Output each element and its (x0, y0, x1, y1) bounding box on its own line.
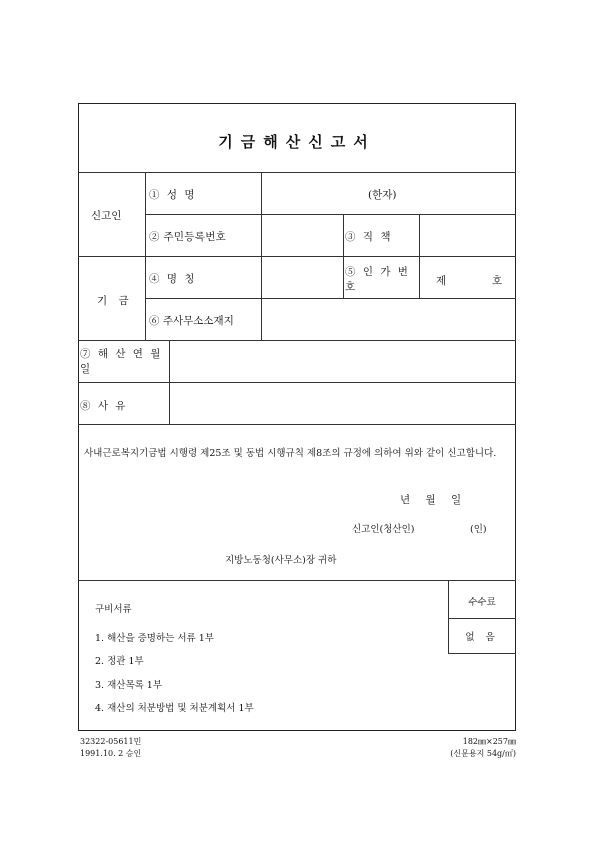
divider (448, 653, 516, 654)
divider (78, 340, 516, 341)
name-label-text: ① 성 명 (149, 189, 197, 201)
reporter-label: 신고인 (91, 210, 122, 222)
approval-no-je: 제 (436, 275, 447, 287)
attachment-item: 1. 해산을 증명하는 서류 1부 (95, 633, 214, 644)
divider (145, 298, 516, 299)
fee-label: 수수료 (468, 597, 496, 608)
divider (78, 172, 516, 173)
attachment-item: 4. 재산의 처분방법 및 처분계획서 1부 (95, 703, 254, 714)
form-title: 기금해산신고서 (218, 133, 376, 151)
rrn-label: ② 주민등록번호 (149, 231, 227, 243)
approval-date: 1991.10. 2 승인 (80, 749, 142, 758)
divider (419, 214, 420, 298)
reporter-sign-label: 신고인(청산인) (352, 524, 415, 535)
paper-size: 182㎜×257㎜ (462, 737, 516, 746)
hanja-label: (한자) (368, 189, 397, 201)
divider (343, 214, 344, 298)
approval-no-label: ⑤ 인 가 번 호 (345, 266, 410, 293)
attachment-item: 3. 재산목록 1부 (95, 680, 163, 691)
divider (261, 172, 262, 340)
reason-label: ⑧ 사 유 (80, 400, 128, 412)
divider (78, 424, 516, 425)
name-label (149, 189, 257, 201)
divider (145, 172, 146, 340)
attachments-heading: 구비서류 (95, 604, 132, 615)
addressee: 지방노동청(사무소)장 귀하 (225, 555, 337, 566)
fund-name-label: ④ 명 칭 (149, 273, 197, 285)
fund-label: 기 금 (97, 295, 133, 307)
divider (78, 580, 516, 581)
divider (145, 214, 516, 215)
seal-label: (인) (470, 524, 487, 535)
paper-type: (신문용지 54g/㎡) (450, 749, 516, 758)
attachment-item: 2. 정관 1부 (95, 656, 144, 667)
date-line: 년 월 일 (400, 494, 468, 506)
form-code: 32322-05611민 (80, 737, 142, 746)
position-label: ③ 직 책 (345, 231, 393, 243)
office-address-label: ⑥ 주사무소소재지 (149, 315, 234, 327)
divider (448, 618, 516, 619)
divider (169, 340, 170, 424)
divider (78, 256, 516, 257)
approval-no-ho: 호 (492, 275, 503, 287)
divider (78, 382, 516, 383)
fee-value: 없 음 (465, 632, 499, 643)
statement-text: 사내근로복지기금법 시행령 제25조 및 동법 시행규칙 제8조의 규정에 의하여 위와 같이 신고합니다. (84, 448, 497, 459)
dissolution-date-label: ⑦ 해 산 연 월 일 (80, 348, 163, 375)
